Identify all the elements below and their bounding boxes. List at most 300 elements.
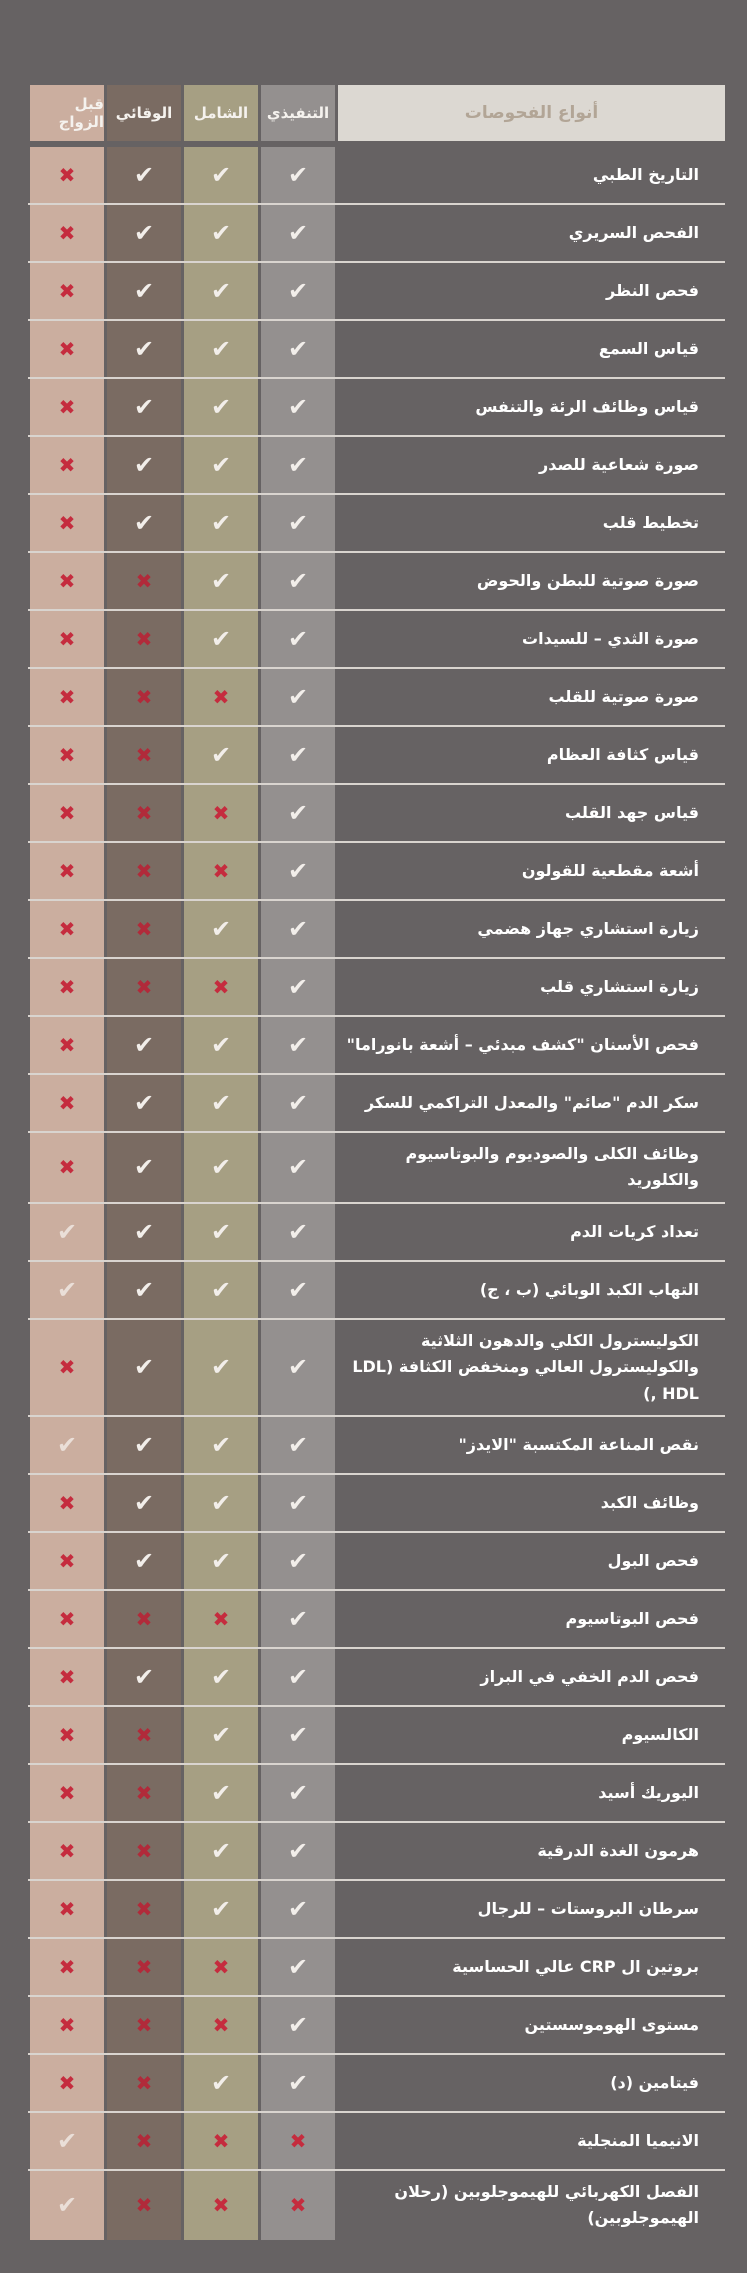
mark-cell-preventive [107, 1649, 181, 1705]
mark-cell-premarital [30, 1475, 104, 1531]
check-icon: ✔ [133, 1353, 155, 1382]
mark-cell-comprehensive [184, 321, 258, 377]
cross-icon: ✖ [135, 1780, 153, 1805]
check-icon: ✔ [287, 1089, 309, 1117]
mark-cell-preventive [107, 1204, 181, 1260]
mark-cell-premarital [30, 1939, 104, 1995]
exam-name: تخطيط قلب [602, 512, 699, 532]
mark-cell-premarital [30, 553, 104, 609]
mark-cell-premarital [30, 901, 104, 957]
cross-icon: ✖ [58, 1896, 76, 1921]
check-icon: ✔ [133, 1217, 155, 1246]
table-row [28, 1589, 725, 1647]
mark-cell-preventive [107, 205, 181, 261]
mark-cell-executive [261, 495, 335, 551]
cross-icon: ✖ [212, 1954, 230, 1979]
mark-cell-comprehensive [184, 1417, 258, 1473]
mark-cell-premarital [30, 959, 104, 1015]
mark-cell-executive [261, 553, 335, 609]
cross-icon: ✖ [135, 917, 153, 941]
mark-cell-premarital [30, 1320, 104, 1415]
exam-name: فحص النظر [606, 280, 699, 300]
check-icon: ✔ [287, 1720, 309, 1749]
check-icon: ✔ [56, 2191, 78, 2220]
table-row [28, 1131, 725, 1202]
cross-icon: ✖ [58, 453, 76, 477]
mark-cell-preventive [107, 1417, 181, 1473]
mark-cell-executive [261, 1533, 335, 1589]
mark-cell-preventive [107, 1765, 181, 1821]
check-icon: ✔ [287, 857, 309, 885]
check-icon: ✔ [287, 2010, 309, 2039]
check-icon: ✔ [210, 1430, 232, 1459]
cross-icon: ✖ [212, 1606, 230, 1631]
mark-cell-premarital [30, 1133, 104, 1202]
cross-icon: ✖ [289, 2193, 307, 2218]
mark-cell-preventive [107, 147, 181, 203]
table-row [28, 1995, 725, 2053]
check-icon: ✔ [287, 1430, 309, 1459]
exam-name: وظائف الكبد [600, 1492, 699, 1512]
mark-cell-comprehensive [184, 785, 258, 841]
cross-icon: ✖ [58, 337, 76, 361]
mark-cell-premarital [30, 437, 104, 493]
mark-cell-comprehensive [184, 1475, 258, 1531]
mark-cell-preventive [107, 379, 181, 435]
exam-name: أشعة مقطعية للقولون [521, 860, 699, 880]
mark-cell-premarital [30, 843, 104, 899]
mark-cell-premarital [30, 379, 104, 435]
mark-cell-preventive [107, 1475, 181, 1531]
mark-cell-executive [261, 1262, 335, 1318]
mark-cell-comprehensive [184, 1133, 258, 1202]
table-row [28, 551, 725, 609]
mark-cell-premarital [30, 2055, 104, 2111]
cross-icon: ✖ [135, 569, 153, 593]
mark-cell-comprehensive [184, 901, 258, 957]
mark-cell-executive [261, 1707, 335, 1763]
mark-cell-executive [261, 1939, 335, 1995]
table-row [28, 841, 725, 899]
check-icon: ✔ [210, 277, 232, 305]
mark-cell-premarital [30, 321, 104, 377]
table-row [28, 1318, 725, 1415]
table-row [28, 1821, 725, 1879]
table-row [28, 1415, 725, 1473]
cross-icon: ✖ [58, 1606, 76, 1631]
check-icon: ✔ [287, 1031, 309, 1059]
check-icon: ✔ [210, 1089, 232, 1117]
table-row [28, 1202, 725, 1260]
check-icon: ✔ [210, 1778, 232, 1807]
exam-name: قياس كثافة العظام [546, 744, 699, 764]
cross-icon: ✖ [58, 1155, 76, 1180]
exam-name: قياس جهد القلب [564, 802, 699, 822]
column-header-premarital: قبل الزواج [30, 85, 104, 141]
mark-cell-executive [261, 263, 335, 319]
check-icon: ✔ [133, 393, 155, 421]
exam-name: زيارة استشاري قلب [540, 976, 699, 996]
mark-cell-comprehensive [184, 263, 258, 319]
cross-icon: ✖ [58, 1548, 76, 1573]
mark-cell-executive [261, 959, 335, 1015]
mark-cell-executive [261, 1017, 335, 1073]
cross-icon: ✖ [58, 917, 76, 941]
mark-cell-preventive [107, 785, 181, 841]
cross-icon: ✖ [58, 2012, 76, 2037]
exam-name: زيارة استشاري جهاز هضمي [477, 918, 699, 938]
mark-cell-premarital [30, 611, 104, 667]
column-header-exam-types: أنواع الفحوصات [338, 85, 725, 141]
cross-icon: ✖ [135, 2193, 153, 2218]
mark-cell-preventive [107, 1939, 181, 1995]
check-icon: ✔ [287, 1952, 309, 1981]
exam-name: سكر الدم "صائم" والمعدل التراكمي للسكر [364, 1092, 699, 1112]
mark-cell-comprehensive [184, 669, 258, 725]
check-icon: ✔ [287, 1662, 309, 1691]
cross-icon: ✖ [212, 801, 230, 825]
check-icon: ✔ [287, 509, 309, 537]
table-row [28, 1763, 725, 1821]
mark-cell-preventive [107, 1823, 181, 1879]
table-row [28, 1015, 725, 1073]
check-icon: ✔ [287, 1604, 309, 1633]
table-row [28, 147, 725, 203]
check-icon: ✔ [210, 1836, 232, 1865]
column-header-comprehensive: الشامل [184, 85, 258, 141]
check-icon: ✔ [287, 1353, 309, 1382]
mark-cell-premarital [30, 1881, 104, 1937]
mark-cell-executive [261, 1417, 335, 1473]
mark-cell-comprehensive [184, 553, 258, 609]
check-icon: ✔ [287, 1275, 309, 1304]
mark-cell-preventive [107, 727, 181, 783]
mark-cell-premarital [30, 1417, 104, 1473]
exam-name: تعداد كريات الدم [570, 1221, 699, 1241]
mark-cell-executive [261, 1765, 335, 1821]
mark-cell-comprehensive [184, 379, 258, 435]
mark-cell-preventive [107, 437, 181, 493]
table-row [28, 783, 725, 841]
check-icon: ✔ [210, 1720, 232, 1749]
table-row [28, 609, 725, 667]
table-row [28, 1531, 725, 1589]
cross-icon: ✖ [58, 1490, 76, 1515]
mark-cell-executive [261, 1133, 335, 1202]
exam-name: الكوليسترول الكلي والدهون الثلاثية والكوليسترول العالي ومنخفض الكثافة (LDL , HDL) [352, 1330, 699, 1403]
mark-cell-executive [261, 205, 335, 261]
mark-cell-preventive [107, 611, 181, 667]
cross-icon: ✖ [135, 801, 153, 825]
mark-cell-executive [261, 843, 335, 899]
exam-name: وظائف الكلى والصوديوم والبوتاسيوم والكلوريد [405, 1144, 699, 1190]
mark-cell-preventive [107, 2055, 181, 2111]
mark-cell-comprehensive [184, 843, 258, 899]
exam-name: الفحص السريري [568, 222, 699, 242]
cross-icon: ✖ [58, 627, 76, 651]
cross-icon: ✖ [289, 2128, 307, 2153]
check-icon: ✔ [210, 1488, 232, 1517]
mark-cell-comprehensive [184, 495, 258, 551]
table-row [28, 2111, 725, 2169]
mark-cell-comprehensive [184, 1881, 258, 1937]
cross-icon: ✖ [58, 743, 76, 767]
check-icon: ✔ [56, 1217, 78, 1246]
mark-cell-executive [261, 611, 335, 667]
check-icon: ✔ [287, 1836, 309, 1865]
table-row [28, 2169, 725, 2240]
mark-cell-comprehensive [184, 1707, 258, 1763]
mark-cell-preventive [107, 2113, 181, 2169]
cross-icon: ✖ [135, 1838, 153, 1863]
column-header-preventive: الوقائي [107, 85, 181, 141]
check-icon: ✔ [210, 393, 232, 421]
mark-cell-comprehensive [184, 2171, 258, 2240]
mark-cell-preventive [107, 843, 181, 899]
check-icon: ✔ [287, 393, 309, 421]
mark-cell-preventive [107, 1017, 181, 1073]
exam-name: فحص الدم الخفي في البراز [480, 1666, 699, 1686]
table-row [28, 1705, 725, 1763]
check-icon: ✔ [210, 1353, 232, 1382]
mark-cell-premarital [30, 1765, 104, 1821]
cross-icon: ✖ [58, 1722, 76, 1747]
mark-cell-premarital [30, 669, 104, 725]
cross-icon: ✖ [58, 1838, 76, 1863]
mark-cell-executive [261, 1204, 335, 1260]
table-row [28, 1073, 725, 1131]
mark-cell-executive [261, 2055, 335, 2111]
check-icon: ✔ [287, 683, 309, 711]
table-row [28, 957, 725, 1015]
cross-icon: ✖ [58, 685, 76, 709]
mark-cell-executive [261, 785, 335, 841]
mark-cell-premarital [30, 263, 104, 319]
cross-icon: ✖ [58, 1664, 76, 1689]
mark-cell-executive [261, 1075, 335, 1131]
cross-icon: ✖ [58, 1954, 76, 1979]
table-row [28, 1879, 725, 1937]
check-icon: ✔ [210, 2068, 232, 2097]
check-icon: ✔ [287, 625, 309, 653]
cross-icon: ✖ [135, 627, 153, 651]
cross-icon: ✖ [212, 2193, 230, 2218]
mark-cell-premarital [30, 1262, 104, 1318]
mark-cell-executive [261, 147, 335, 203]
table-row [28, 667, 725, 725]
mark-cell-premarital [30, 1075, 104, 1131]
mark-cell-preventive [107, 1075, 181, 1131]
check-icon: ✔ [210, 1662, 232, 1691]
check-icon: ✔ [56, 1430, 78, 1459]
mark-cell-premarital [30, 1649, 104, 1705]
mark-cell-preventive [107, 1997, 181, 2053]
cross-icon: ✖ [58, 1091, 76, 1115]
exam-name: صورة صوتية للبطن والحوض [476, 570, 699, 590]
table-header-row [28, 85, 725, 141]
exam-name: فيتامين (د) [610, 2072, 699, 2092]
check-icon: ✔ [133, 509, 155, 537]
table-row [28, 725, 725, 783]
check-icon: ✔ [210, 1546, 232, 1575]
cross-icon: ✖ [135, 975, 153, 999]
mark-cell-preventive [107, 959, 181, 1015]
mark-cell-preventive [107, 1707, 181, 1763]
table-row [28, 2053, 725, 2111]
cross-icon: ✖ [58, 511, 76, 535]
check-icon: ✔ [210, 1894, 232, 1923]
mark-cell-comprehensive [184, 147, 258, 203]
exam-name: اليوريك أسيد [598, 1782, 699, 1802]
mark-cell-premarital [30, 495, 104, 551]
exam-name: قياس السمع [598, 338, 699, 358]
table-body [28, 147, 725, 2240]
mark-cell-comprehensive [184, 1017, 258, 1073]
mark-cell-executive [261, 1320, 335, 1415]
mark-cell-preventive [107, 1881, 181, 1937]
check-icon: ✔ [133, 277, 155, 305]
mark-cell-premarital [30, 785, 104, 841]
mark-cell-executive [261, 1475, 335, 1531]
table-row [28, 319, 725, 377]
exam-name: فحص البول [607, 1550, 699, 1570]
mark-cell-comprehensive [184, 1591, 258, 1647]
mark-cell-executive [261, 1649, 335, 1705]
cross-icon: ✖ [58, 859, 76, 883]
cross-icon: ✖ [58, 2070, 76, 2095]
cross-icon: ✖ [212, 859, 230, 883]
exam-name: بروتين ال CRP عالي الحساسية [452, 1956, 699, 1976]
exam-name: نقص المناعة المكتسبة "الايدز" [458, 1434, 699, 1454]
mark-cell-comprehensive [184, 727, 258, 783]
exam-name: الانيميا المنجلية [577, 2130, 699, 2150]
mark-cell-comprehensive [184, 1765, 258, 1821]
exam-name: صورة الثدي – للسيدات [522, 628, 699, 648]
check-icon: ✔ [56, 2126, 78, 2155]
mark-cell-preventive [107, 2171, 181, 2240]
cross-icon: ✖ [212, 975, 230, 999]
table-row [28, 493, 725, 551]
mark-cell-preventive [107, 553, 181, 609]
mark-cell-preventive [107, 321, 181, 377]
mark-cell-executive [261, 2171, 335, 2240]
table-row [28, 899, 725, 957]
exam-name: الكالسيوم [621, 1724, 699, 1744]
cross-icon: ✖ [58, 1033, 76, 1057]
mark-cell-comprehensive [184, 2055, 258, 2111]
check-icon: ✔ [210, 741, 232, 769]
cross-icon: ✖ [58, 1355, 76, 1380]
mark-cell-preventive [107, 495, 181, 551]
checkup-comparison-table [28, 85, 725, 2240]
cross-icon: ✖ [135, 2012, 153, 2037]
check-icon: ✔ [56, 1275, 78, 1304]
mark-cell-comprehensive [184, 959, 258, 1015]
check-icon: ✔ [133, 1488, 155, 1517]
cross-icon: ✖ [135, 2128, 153, 2153]
check-icon: ✔ [210, 567, 232, 595]
mark-cell-premarital [30, 1707, 104, 1763]
check-icon: ✔ [133, 1662, 155, 1691]
table-row [28, 435, 725, 493]
check-icon: ✔ [210, 1217, 232, 1246]
table-row [28, 1260, 725, 1318]
mark-cell-comprehensive [184, 1533, 258, 1589]
check-icon: ✔ [133, 1089, 155, 1117]
check-icon: ✔ [287, 1153, 309, 1182]
cross-icon: ✖ [212, 685, 230, 709]
check-icon: ✔ [210, 1153, 232, 1182]
check-icon: ✔ [133, 161, 155, 189]
table-row [28, 1473, 725, 1531]
table-row [28, 1937, 725, 1995]
check-icon: ✔ [133, 1153, 155, 1182]
check-icon: ✔ [133, 1546, 155, 1575]
cross-icon: ✖ [58, 163, 76, 187]
cross-icon: ✖ [135, 2070, 153, 2095]
table-row [28, 203, 725, 261]
cross-icon: ✖ [135, 859, 153, 883]
exam-name: فحص الأسنان "كشف مبدئي – أشعة بانوراما" [346, 1034, 699, 1054]
mark-cell-premarital [30, 1533, 104, 1589]
check-icon: ✔ [287, 799, 309, 827]
exam-name: هرمون الغدة الدرقية [537, 1840, 699, 1860]
check-icon: ✔ [133, 1031, 155, 1059]
mark-cell-executive [261, 379, 335, 435]
check-icon: ✔ [287, 1546, 309, 1575]
cross-icon: ✖ [135, 1896, 153, 1921]
mark-cell-preventive [107, 1133, 181, 1202]
cross-icon: ✖ [58, 221, 76, 245]
cross-icon: ✖ [212, 2012, 230, 2037]
check-icon: ✔ [133, 451, 155, 479]
check-icon: ✔ [287, 2068, 309, 2097]
mark-cell-premarital [30, 1591, 104, 1647]
mark-cell-preventive [107, 1591, 181, 1647]
mark-cell-preventive [107, 1533, 181, 1589]
cross-icon: ✖ [58, 569, 76, 593]
table-row [28, 261, 725, 319]
check-icon: ✔ [133, 1430, 155, 1459]
exam-name: فحص البوتاسيوم [565, 1608, 699, 1628]
mark-cell-premarital [30, 727, 104, 783]
check-icon: ✔ [210, 915, 232, 943]
check-icon: ✔ [287, 451, 309, 479]
cross-icon: ✖ [135, 1606, 153, 1631]
column-header-executive: التنفيذي [261, 85, 335, 141]
exam-name: التاريخ الطبي [592, 164, 699, 184]
check-icon: ✔ [287, 1488, 309, 1517]
mark-cell-executive [261, 437, 335, 493]
mark-cell-comprehensive [184, 1262, 258, 1318]
mark-cell-comprehensive [184, 1823, 258, 1879]
check-icon: ✔ [287, 161, 309, 189]
cross-icon: ✖ [58, 1780, 76, 1805]
mark-cell-preventive [107, 263, 181, 319]
cross-icon: ✖ [135, 685, 153, 709]
check-icon: ✔ [287, 277, 309, 305]
mark-cell-executive [261, 1823, 335, 1879]
check-icon: ✔ [210, 509, 232, 537]
check-icon: ✔ [287, 741, 309, 769]
check-icon: ✔ [210, 1031, 232, 1059]
mark-cell-preventive [107, 901, 181, 957]
check-icon: ✔ [210, 161, 232, 189]
check-icon: ✔ [210, 625, 232, 653]
mark-cell-comprehensive [184, 1997, 258, 2053]
mark-cell-executive [261, 1591, 335, 1647]
mark-cell-comprehensive [184, 1075, 258, 1131]
